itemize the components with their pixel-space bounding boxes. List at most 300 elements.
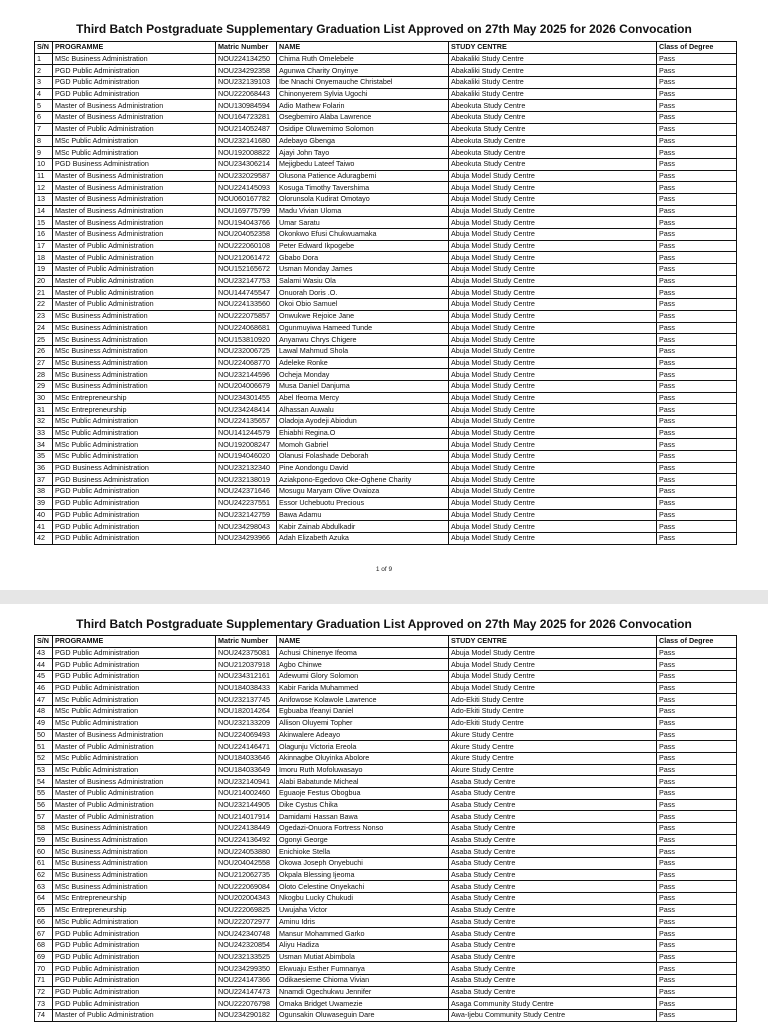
cell-class-of-degree: Pass	[657, 532, 737, 544]
cell-programme: MSc Entrepreneurship	[53, 893, 216, 905]
cell-class-of-degree: Pass	[657, 427, 737, 439]
cell-study-centre: Asaba Study Centre	[449, 986, 657, 998]
cell-study-centre: Asaga Community Study Centre	[449, 998, 657, 1010]
header-name: NAME	[277, 636, 449, 648]
cell-sn: 7	[35, 123, 53, 135]
header-matric-number: Matric Number	[216, 636, 277, 648]
cell-study-centre: Abuja Model Study Centre	[449, 671, 657, 683]
header-sn: S/N	[35, 636, 53, 648]
cell-class-of-degree: Pass	[657, 88, 737, 100]
table-row	[35, 416, 737, 428]
cell-programme: Master of Business Administration	[53, 205, 216, 217]
cell-programme: Master of Public Administration	[53, 299, 216, 311]
cell-matric-number: NOU224136492	[216, 834, 277, 846]
cell-sn: 40	[35, 509, 53, 521]
cell-name: Umar Saratu	[277, 217, 449, 229]
cell-sn: 10	[35, 158, 53, 170]
cell-name: Kabir Farida Muhammed	[277, 682, 449, 694]
cell-study-centre: Abuja Model Study Centre	[449, 647, 657, 659]
page-title: Third Batch Postgraduate Supplementary Graduation List Approved on 27th May 2025 for 2026 Convocation	[76, 617, 692, 631]
cell-programme: MSc Business Administration	[53, 869, 216, 881]
cell-study-centre: Asaba Study Centre	[449, 939, 657, 951]
cell-class-of-degree: Pass	[657, 100, 737, 112]
table-row	[35, 659, 737, 671]
cell-programme: MSc Business Administration	[53, 858, 216, 870]
header-class-of-degree: Class of Degree	[657, 42, 737, 54]
cell-sn: 28	[35, 369, 53, 381]
table-row	[35, 671, 737, 683]
cell-name: Enichioke Stella	[277, 846, 449, 858]
table-row	[35, 369, 737, 381]
cell-programme: PGD Public Administration	[53, 509, 216, 521]
header-programme: PROGRAMME	[53, 42, 216, 54]
cell-name: Osidipe Oluwemimo Solomon	[277, 123, 449, 135]
cell-matric-number: NOU153810920	[216, 334, 277, 346]
cell-class-of-degree: Pass	[657, 77, 737, 89]
cell-name: Bawa Adamu	[277, 509, 449, 521]
cell-programme: Master of Business Administration	[53, 112, 216, 124]
cell-sn: 5	[35, 100, 53, 112]
cell-name: Achusi Chinenye Ifeoma	[277, 647, 449, 659]
cell-class-of-degree: Pass	[657, 112, 737, 124]
table-row	[35, 112, 737, 124]
cell-class-of-degree: Pass	[657, 974, 737, 986]
cell-matric-number: NOU234299350	[216, 963, 277, 975]
cell-programme: Master of Public Administration	[53, 287, 216, 299]
cell-matric-number: NOU232139103	[216, 77, 277, 89]
cell-sn: 9	[35, 147, 53, 159]
cell-sn: 32	[35, 416, 53, 428]
cell-sn: 45	[35, 671, 53, 683]
cell-matric-number: NOU232133525	[216, 951, 277, 963]
cell-name: Abel Ifeoma Mercy	[277, 392, 449, 404]
table-row	[35, 77, 737, 89]
cell-class-of-degree: Pass	[657, 776, 737, 788]
cell-sn: 35	[35, 451, 53, 463]
table-row	[35, 170, 737, 182]
header-study-centre: STUDY CENTRE	[449, 42, 657, 54]
cell-study-centre: Abuja Model Study Centre	[449, 240, 657, 252]
table-row	[35, 916, 737, 928]
cell-sn: 74	[35, 1010, 53, 1022]
cell-name: Onwukwe Rejoice Jane	[277, 310, 449, 322]
table-row	[35, 123, 737, 135]
cell-name: Usman Monday James	[277, 264, 449, 276]
cell-sn: 61	[35, 858, 53, 870]
table-row	[35, 334, 737, 346]
cell-study-centre: Asaba Study Centre	[449, 928, 657, 940]
cell-programme: MSc Entrepreneurship	[53, 404, 216, 416]
cell-name: Olorunsola Kudirat Omotayo	[277, 193, 449, 205]
cell-class-of-degree: Pass	[657, 357, 737, 369]
cell-matric-number: NOU184033649	[216, 764, 277, 776]
table-row	[35, 88, 737, 100]
cell-study-centre: Abuja Model Study Centre	[449, 299, 657, 311]
cell-sn: 21	[35, 287, 53, 299]
cell-programme: MSc Business Administration	[53, 380, 216, 392]
cell-matric-number: NOU184038433	[216, 682, 277, 694]
cell-class-of-degree: Pass	[657, 509, 737, 521]
cell-class-of-degree: Pass	[657, 799, 737, 811]
cell-study-centre: Abuja Model Study Centre	[449, 193, 657, 205]
cell-matric-number: NOU224053880	[216, 846, 277, 858]
cell-matric-number: NOU234293966	[216, 532, 277, 544]
table-row	[35, 205, 737, 217]
cell-sn: 13	[35, 193, 53, 205]
cell-study-centre: Abuja Model Study Centre	[449, 392, 657, 404]
cell-study-centre: Akure Study Centre	[449, 764, 657, 776]
cell-sn: 58	[35, 823, 53, 835]
cell-name: Nnamdi Ogechukwu Jennifer	[277, 986, 449, 998]
cell-study-centre: Ado-Ekiti Study Centre	[449, 706, 657, 718]
cell-study-centre: Abuja Model Study Centre	[449, 486, 657, 498]
cell-programme: MSc Business Administration	[53, 846, 216, 858]
cell-class-of-degree: Pass	[657, 322, 737, 334]
cell-sn: 41	[35, 521, 53, 533]
cell-programme: PGD Public Administration	[53, 497, 216, 509]
cell-name: Osegbemiro Alaba Lawrence	[277, 112, 449, 124]
table-row	[35, 858, 737, 870]
table-row	[35, 299, 737, 311]
cell-sn: 70	[35, 963, 53, 975]
cell-study-centre: Abakaliki Study Centre	[449, 77, 657, 89]
cell-class-of-degree: Pass	[657, 752, 737, 764]
cell-study-centre: Asaba Study Centre	[449, 916, 657, 928]
cell-name: Odikaesieme Chioma Vivian	[277, 974, 449, 986]
cell-sn: 71	[35, 974, 53, 986]
cell-sn: 67	[35, 928, 53, 940]
cell-matric-number: NOU242340748	[216, 928, 277, 940]
cell-class-of-degree: Pass	[657, 451, 737, 463]
cell-matric-number: NOU152165672	[216, 264, 277, 276]
cell-sn: 43	[35, 647, 53, 659]
cell-name: Ogunsakin Oluwaseguin Dare	[277, 1010, 449, 1022]
cell-name: Agbo Chinwe	[277, 659, 449, 671]
cell-programme: PGD Public Administration	[53, 986, 216, 998]
cell-class-of-degree: Pass	[657, 671, 737, 683]
cell-programme: MSc Business Administration	[53, 357, 216, 369]
cell-sn: 38	[35, 486, 53, 498]
cell-matric-number: NOU202004343	[216, 893, 277, 905]
cell-programme: PGD Public Administration	[53, 951, 216, 963]
table-row	[35, 509, 737, 521]
cell-matric-number: NOU232029587	[216, 170, 277, 182]
cell-programme: PGD Public Administration	[53, 521, 216, 533]
cell-sn: 37	[35, 474, 53, 486]
cell-name: Musa Daniel Danjuma	[277, 380, 449, 392]
cell-matric-number: NOU169775799	[216, 205, 277, 217]
cell-sn: 48	[35, 706, 53, 718]
cell-programme: Master of Business Administration	[53, 729, 216, 741]
cell-class-of-degree: Pass	[657, 846, 737, 858]
cell-matric-number: NOU232144905	[216, 799, 277, 811]
cell-class-of-degree: Pass	[657, 416, 737, 428]
table-row	[35, 240, 737, 252]
cell-matric-number: NOU232138019	[216, 474, 277, 486]
cell-class-of-degree: Pass	[657, 497, 737, 509]
cell-programme: PGD Public Administration	[53, 88, 216, 100]
cell-class-of-degree: Pass	[657, 193, 737, 205]
cell-sn: 50	[35, 729, 53, 741]
cell-class-of-degree: Pass	[657, 787, 737, 799]
cell-study-centre: Abuja Model Study Centre	[449, 357, 657, 369]
cell-sn: 57	[35, 811, 53, 823]
cell-study-centre: Akure Study Centre	[449, 729, 657, 741]
cell-class-of-degree: Pass	[657, 229, 737, 241]
cell-programme: PGD Public Administration	[53, 671, 216, 683]
cell-sn: 64	[35, 893, 53, 905]
cell-programme: MSc Entrepreneurship	[53, 904, 216, 916]
cell-class-of-degree: Pass	[657, 741, 737, 753]
cell-programme: MSc Public Administration	[53, 451, 216, 463]
table-header-row	[35, 636, 737, 648]
cell-study-centre: Abuja Model Study Centre	[449, 310, 657, 322]
cell-name: Chinonyerem Sylvia Ugochi	[277, 88, 449, 100]
cell-programme: MSc Public Administration	[53, 752, 216, 764]
table-row	[35, 963, 737, 975]
cell-matric-number: NOU204052358	[216, 229, 277, 241]
cell-class-of-degree: Pass	[657, 439, 737, 451]
cell-study-centre: Asaba Study Centre	[449, 881, 657, 893]
cell-programme: PGD Public Administration	[53, 486, 216, 498]
cell-class-of-degree: Pass	[657, 287, 737, 299]
cell-matric-number: NOU234248414	[216, 404, 277, 416]
table-row	[35, 834, 737, 846]
cell-study-centre: Asaba Study Centre	[449, 787, 657, 799]
cell-class-of-degree: Pass	[657, 345, 737, 357]
cell-matric-number: NOU232144596	[216, 369, 277, 381]
cell-programme: PGD Public Administration	[53, 647, 216, 659]
table-row	[35, 158, 737, 170]
table-body	[35, 647, 737, 1021]
table-row	[35, 193, 737, 205]
cell-matric-number: NOU242375081	[216, 647, 277, 659]
cell-sn: 53	[35, 764, 53, 776]
cell-sn: 49	[35, 717, 53, 729]
table-row	[35, 986, 737, 998]
table-row	[35, 182, 737, 194]
cell-name: Ocheja Monday	[277, 369, 449, 381]
table-row	[35, 287, 737, 299]
cell-programme: Master of Business Administration	[53, 100, 216, 112]
cell-matric-number: NOU222075857	[216, 310, 277, 322]
table-row	[35, 717, 737, 729]
cell-matric-number: NOU141244579	[216, 427, 277, 439]
cell-class-of-degree: Pass	[657, 694, 737, 706]
cell-programme: PGD Public Administration	[53, 974, 216, 986]
cell-matric-number: NOU224068770	[216, 357, 277, 369]
cell-programme: MSc Public Administration	[53, 416, 216, 428]
cell-name: Ibe Nnachi Onyemauche Christabel	[277, 77, 449, 89]
cell-programme: Master of Public Administration	[53, 264, 216, 276]
cell-name: Olusona Patience Aduragbemi	[277, 170, 449, 182]
cell-name: Onuorah Doris .O.	[277, 287, 449, 299]
cell-programme: Master of Business Administration	[53, 217, 216, 229]
table-row	[35, 345, 737, 357]
table-row	[35, 264, 737, 276]
cell-name: Imoru Ruth Mofoluwasayo	[277, 764, 449, 776]
cell-study-centre: Abuja Model Study Centre	[449, 462, 657, 474]
cell-matric-number: NOU164723281	[216, 112, 277, 124]
table-row	[35, 893, 737, 905]
cell-name: Lawal Mahmud Shola	[277, 345, 449, 357]
header-name: NAME	[277, 42, 449, 54]
cell-programme: Master of Public Administration	[53, 799, 216, 811]
cell-sn: 69	[35, 951, 53, 963]
cell-programme: PGD Business Administration	[53, 462, 216, 474]
cell-sn: 25	[35, 334, 53, 346]
cell-class-of-degree: Pass	[657, 135, 737, 147]
cell-name: Oloto Celestine Onyekachi	[277, 881, 449, 893]
cell-class-of-degree: Pass	[657, 647, 737, 659]
cell-study-centre: Abuja Model Study Centre	[449, 264, 657, 276]
cell-name: Alabi Babatunde Micheal	[277, 776, 449, 788]
cell-programme: MSc Business Administration	[53, 823, 216, 835]
table-row	[35, 392, 737, 404]
cell-class-of-degree: Pass	[657, 264, 737, 276]
cell-name: Oladoja Ayodeji Abiodun	[277, 416, 449, 428]
cell-name: Okpala Blessing Ijeoma	[277, 869, 449, 881]
table-row	[35, 65, 737, 77]
cell-sn: 8	[35, 135, 53, 147]
cell-class-of-degree: Pass	[657, 963, 737, 975]
cell-matric-number: NOU232132340	[216, 462, 277, 474]
cell-study-centre: Abeokuta Study Centre	[449, 158, 657, 170]
cell-class-of-degree: Pass	[657, 486, 737, 498]
cell-matric-number: NOU204042558	[216, 858, 277, 870]
page-number: 1 of 9	[375, 566, 393, 573]
cell-study-centre: Asaba Study Centre	[449, 834, 657, 846]
cell-study-centre: Abeokuta Study Centre	[449, 112, 657, 124]
cell-sn: 56	[35, 799, 53, 811]
cell-study-centre: Abakaliki Study Centre	[449, 53, 657, 65]
cell-programme: MSc Business Administration	[53, 334, 216, 346]
cell-name: Okowa Joseph Onyebuchi	[277, 858, 449, 870]
cell-programme: Master of Business Administration	[53, 182, 216, 194]
cell-class-of-degree: Pass	[657, 205, 737, 217]
cell-name: Adah Elizabeth Azuka	[277, 532, 449, 544]
cell-matric-number: NOU242371646	[216, 486, 277, 498]
table-row	[35, 521, 737, 533]
cell-name: Dike Cystus Chika	[277, 799, 449, 811]
cell-class-of-degree: Pass	[657, 240, 737, 252]
cell-class-of-degree: Pass	[657, 881, 737, 893]
cell-matric-number: NOU234290182	[216, 1010, 277, 1022]
cell-matric-number: NOU234312161	[216, 671, 277, 683]
cell-study-centre: Abuja Model Study Centre	[449, 287, 657, 299]
cell-class-of-degree: Pass	[657, 729, 737, 741]
cell-study-centre: Abeokuta Study Centre	[449, 100, 657, 112]
cell-class-of-degree: Pass	[657, 706, 737, 718]
cell-sn: 33	[35, 427, 53, 439]
table-row	[35, 100, 737, 112]
cell-name: Okoi Obio Samuel	[277, 299, 449, 311]
cell-name: Akinnagbe Oluyinka Abolore	[277, 752, 449, 764]
cell-name: Olagunju Victoria Ereola	[277, 741, 449, 753]
cell-name: Aliyu Hadiza	[277, 939, 449, 951]
cell-programme: Master of Business Administration	[53, 193, 216, 205]
cell-class-of-degree: Pass	[657, 521, 737, 533]
cell-name: Peter Edward Ikpogebe	[277, 240, 449, 252]
cell-name: Omaka Bridget Uwamezie	[277, 998, 449, 1010]
cell-study-centre: Abuja Model Study Centre	[449, 416, 657, 428]
cell-programme: PGD Public Administration	[53, 65, 216, 77]
cell-programme: Master of Public Administration	[53, 741, 216, 753]
cell-class-of-degree: Pass	[657, 904, 737, 916]
cell-class-of-degree: Pass	[657, 474, 737, 486]
cell-matric-number: NOU222068443	[216, 88, 277, 100]
cell-class-of-degree: Pass	[657, 823, 737, 835]
cell-matric-number: NOU222069084	[216, 881, 277, 893]
cell-sn: 31	[35, 404, 53, 416]
cell-class-of-degree: Pass	[657, 275, 737, 287]
cell-sn: 3	[35, 77, 53, 89]
cell-sn: 55	[35, 787, 53, 799]
table-row	[35, 682, 737, 694]
table-row	[35, 939, 737, 951]
cell-matric-number: NOU214052487	[216, 123, 277, 135]
cell-sn: 26	[35, 345, 53, 357]
cell-matric-number: NOU232141680	[216, 135, 277, 147]
cell-matric-number: NOU232142759	[216, 509, 277, 521]
cell-matric-number: NOU214017914	[216, 811, 277, 823]
cell-matric-number: NOU234292358	[216, 65, 277, 77]
table-row	[35, 252, 737, 264]
cell-name: Momoh Gabriel	[277, 439, 449, 451]
table-row	[35, 404, 737, 416]
table-row	[35, 474, 737, 486]
cell-name: Ogonyi George	[277, 834, 449, 846]
cell-programme: MSc Public Administration	[53, 916, 216, 928]
cell-programme: MSc Public Administration	[53, 147, 216, 159]
cell-matric-number: NOU234301455	[216, 392, 277, 404]
cell-sn: 34	[35, 439, 53, 451]
cell-name: Gbabo Dora	[277, 252, 449, 264]
cell-sn: 15	[35, 217, 53, 229]
table-row	[35, 881, 737, 893]
cell-class-of-degree: Pass	[657, 916, 737, 928]
table-row	[35, 53, 737, 65]
table-row	[35, 729, 737, 741]
cell-programme: MSc Business Administration	[53, 310, 216, 322]
cell-matric-number: NOU212037918	[216, 659, 277, 671]
cell-programme: MSc Entrepreneurship	[53, 392, 216, 404]
cell-programme: Master of Public Administration	[53, 787, 216, 799]
cell-class-of-degree: Pass	[657, 834, 737, 846]
cell-matric-number: NOU224147473	[216, 986, 277, 998]
cell-sn: 23	[35, 310, 53, 322]
cell-class-of-degree: Pass	[657, 998, 737, 1010]
cell-sn: 20	[35, 275, 53, 287]
cell-matric-number: NOU194043766	[216, 217, 277, 229]
cell-study-centre: Abuja Model Study Centre	[449, 474, 657, 486]
cell-sn: 51	[35, 741, 53, 753]
cell-matric-number: NOU130984594	[216, 100, 277, 112]
cell-sn: 47	[35, 694, 53, 706]
cell-sn: 14	[35, 205, 53, 217]
cell-sn: 42	[35, 532, 53, 544]
cell-sn: 22	[35, 299, 53, 311]
cell-matric-number: NOU144745547	[216, 287, 277, 299]
cell-matric-number: NOU234298043	[216, 521, 277, 533]
cell-study-centre: Abuja Model Study Centre	[449, 427, 657, 439]
cell-study-centre: Asaba Study Centre	[449, 963, 657, 975]
table-header-row	[35, 42, 737, 54]
cell-class-of-degree: Pass	[657, 659, 737, 671]
cell-programme: MSc Business Administration	[53, 345, 216, 357]
cell-class-of-degree: Pass	[657, 951, 737, 963]
cell-study-centre: Abuja Model Study Centre	[449, 509, 657, 521]
